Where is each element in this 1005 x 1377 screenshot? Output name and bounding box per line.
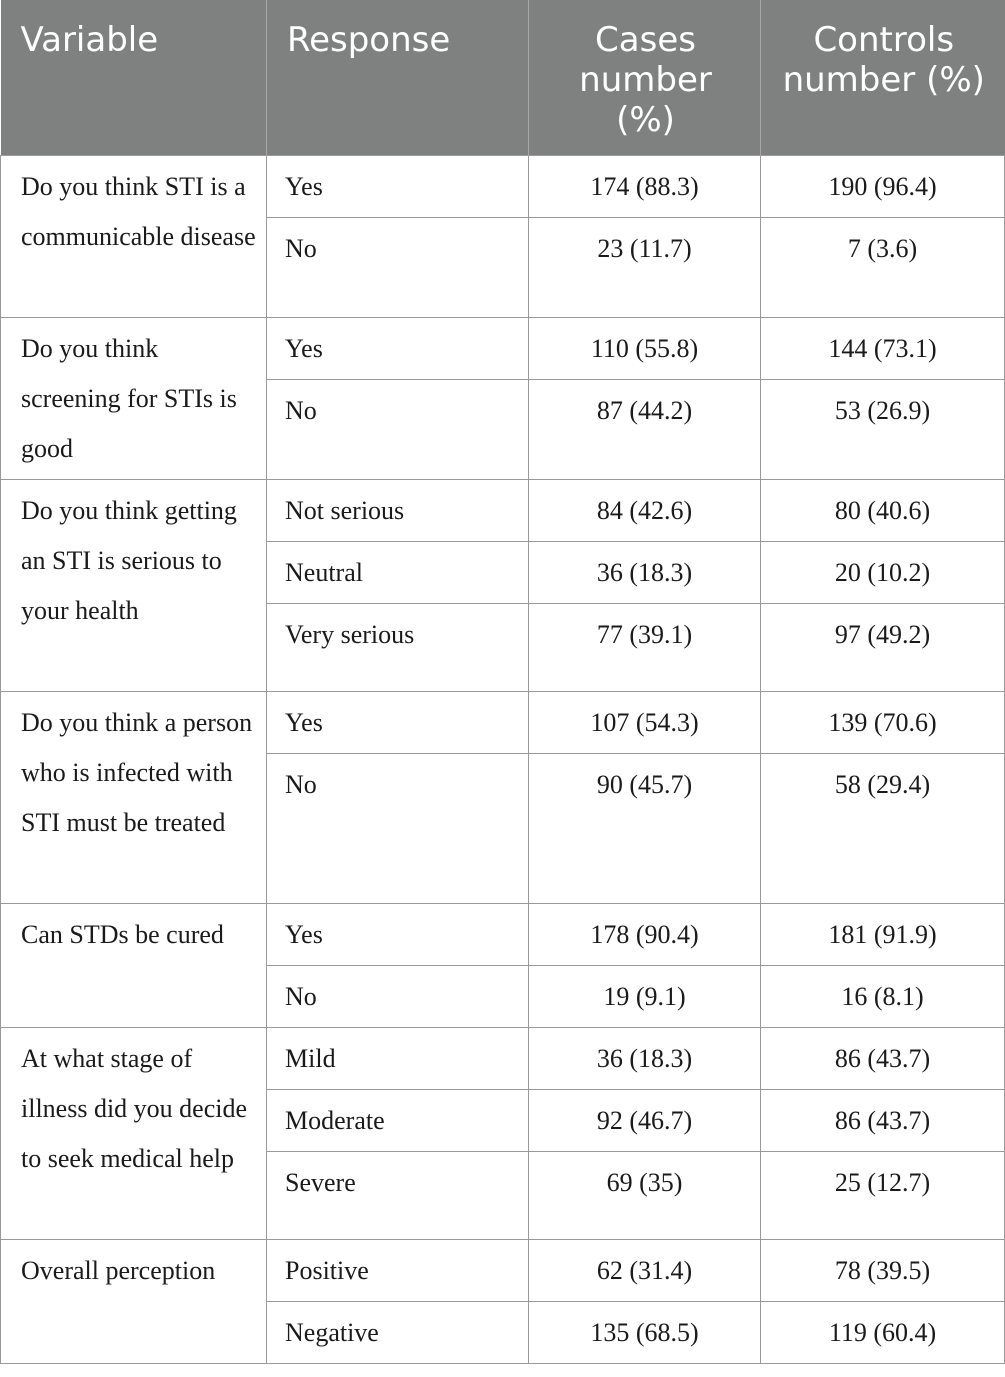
controls-cell: 97 (49.2) — [761, 603, 1005, 691]
response-cell: Very serious — [267, 603, 529, 691]
variable-cell: Do you think screening for STIs is good — [1, 317, 267, 479]
table-row — [1, 1027, 1005, 1089]
controls-cell: 80 (40.6) — [761, 479, 1005, 541]
table-row — [1, 317, 1005, 379]
controls-cell: 58 (29.4) — [761, 753, 1005, 903]
response-cell: Neutral — [267, 541, 529, 603]
controls-cell: 119 (60.4) — [761, 1301, 1005, 1363]
cases-cell: 19 (9.1) — [529, 965, 761, 1027]
controls-cell: 139 (70.6) — [761, 691, 1005, 753]
header-response: Response — [267, 0, 529, 155]
controls-cell: 86 (43.7) — [761, 1089, 1005, 1151]
response-cell: Yes — [267, 691, 529, 753]
variable-cell: Do you think STI is a communicable disease — [1, 155, 267, 317]
response-cell: No — [267, 379, 529, 479]
table-row — [1, 155, 1005, 217]
response-cell: Severe — [267, 1151, 529, 1239]
header-variable: Variable — [1, 0, 267, 155]
table-row — [1, 1239, 1005, 1301]
response-cell: Yes — [267, 317, 529, 379]
cases-cell: 107 (54.3) — [529, 691, 761, 753]
response-cell: Positive — [267, 1239, 529, 1301]
controls-cell: 25 (12.7) — [761, 1151, 1005, 1239]
response-cell: Negative — [267, 1301, 529, 1363]
table-row — [1, 903, 1005, 965]
cases-cell: 174 (88.3) — [529, 155, 761, 217]
controls-cell: 78 (39.5) — [761, 1239, 1005, 1301]
cases-cell: 69 (35) — [529, 1151, 761, 1239]
response-cell: No — [267, 217, 529, 317]
controls-cell: 190 (96.4) — [761, 155, 1005, 217]
header-cases: Cases number (%) — [529, 0, 761, 155]
variable-cell: Overall perception — [1, 1239, 267, 1363]
table-row — [1, 479, 1005, 541]
variable-cell: Can STDs be cured — [1, 903, 267, 1027]
response-cell: Moderate — [267, 1089, 529, 1151]
cases-cell: 77 (39.1) — [529, 603, 761, 691]
controls-cell: 144 (73.1) — [761, 317, 1005, 379]
controls-cell: 53 (26.9) — [761, 379, 1005, 479]
cases-cell: 110 (55.8) — [529, 317, 761, 379]
controls-cell: 86 (43.7) — [761, 1027, 1005, 1089]
cases-cell: 62 (31.4) — [529, 1239, 761, 1301]
controls-cell: 16 (8.1) — [761, 965, 1005, 1027]
variable-cell: Do you think a person who is infected with STI must be treated — [1, 691, 267, 903]
cases-cell: 23 (11.7) — [529, 217, 761, 317]
cases-cell: 84 (42.6) — [529, 479, 761, 541]
header-controls: Controls number (%) — [761, 0, 1005, 155]
cases-cell: 36 (18.3) — [529, 1027, 761, 1089]
response-cell: No — [267, 753, 529, 903]
cases-cell: 36 (18.3) — [529, 541, 761, 603]
response-cell: Yes — [267, 903, 529, 965]
controls-cell: 20 (10.2) — [761, 541, 1005, 603]
cases-cell: 135 (68.5) — [529, 1301, 761, 1363]
response-cell: Not serious — [267, 479, 529, 541]
cases-cell: 87 (44.2) — [529, 379, 761, 479]
controls-cell: 7 (3.6) — [761, 217, 1005, 317]
controls-cell: 181 (91.9) — [761, 903, 1005, 965]
response-cell: Yes — [267, 155, 529, 217]
table-row — [1, 691, 1005, 753]
cases-cell: 178 (90.4) — [529, 903, 761, 965]
response-cell: No — [267, 965, 529, 1027]
response-cell: Mild — [267, 1027, 529, 1089]
cases-cell: 90 (45.7) — [529, 753, 761, 903]
variable-cell: At what stage of illness did you decide to seek medical help — [1, 1027, 267, 1239]
cases-cell: 92 (46.7) — [529, 1089, 761, 1151]
variable-cell: Do you think getting an STI is serious to your health — [1, 479, 267, 691]
header-row — [1, 0, 1005, 155]
